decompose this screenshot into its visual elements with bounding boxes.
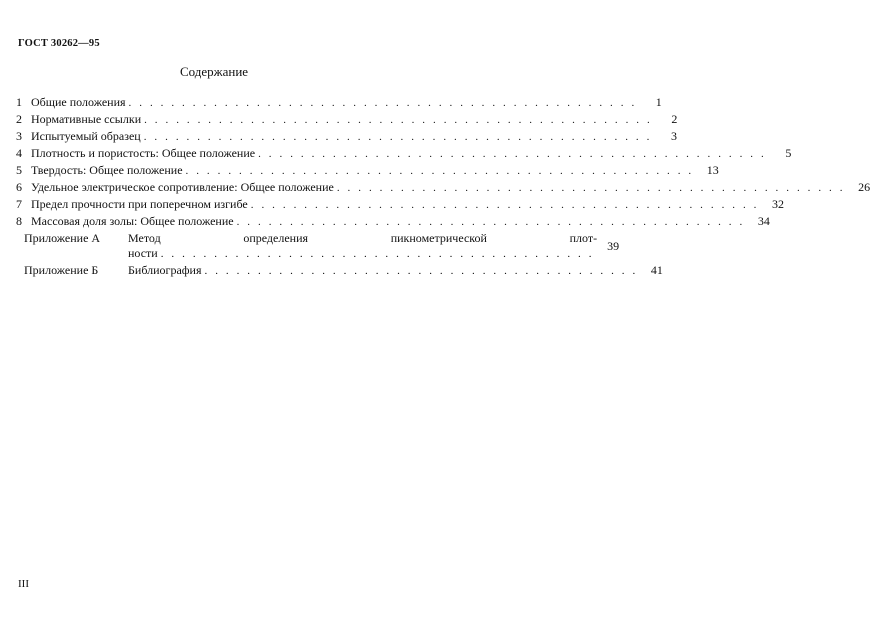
toc-entry-label: Массовая доля золы: Общее положение: [31, 214, 234, 228]
toc-entry-page: 2: [671, 112, 678, 126]
toc-appendix-b[interactable]: [16, 263, 663, 278]
toc-entry-5[interactable]: [16, 161, 719, 178]
appendix-page: 41: [650, 263, 663, 277]
toc-entry-label: Испытуемый образец: [31, 129, 141, 143]
toc-entry-label: Удельное электрическое сопротивление: Общее положение: [31, 180, 334, 194]
toc-entry-label: Плотность и пористость: Общее положение: [31, 146, 256, 160]
toc-entry-page: 5: [785, 146, 792, 160]
toc-entry-page: 13: [706, 163, 719, 177]
toc-entry-4[interactable]: [16, 144, 792, 161]
appendix-prefix: Приложение А: [24, 231, 101, 245]
toc-entry-page: 34: [757, 214, 770, 228]
toc-entry-1[interactable]: [16, 93, 662, 110]
toc-entry-7[interactable]: [16, 195, 785, 212]
appendix-title: Библиография: [128, 263, 202, 277]
toc-entry-number: 7: [16, 197, 22, 211]
toc-entry-number: 6: [16, 180, 22, 194]
toc-entry-6[interactable]: [16, 178, 870, 195]
dot-leader: . . . . . . . . . . . . . . . . . . . . . . . . . . . . . . . . . . . . . . . . . . . . . . . .: [336, 182, 846, 194]
toc-entry-label: Твердость: Общее положение: [31, 163, 183, 177]
toc-entry-number: 5: [16, 163, 22, 177]
toc-entry-number: 2: [16, 112, 22, 126]
document-code: ГОСТ 30262—95: [18, 38, 100, 49]
toc-entry-number: 3: [16, 129, 22, 143]
table-of-contents: [16, 93, 870, 278]
dot-leader: . . . . . . . . . . . . . . . . . . . . . . . . . . . . . . . . . . . . . . . . . . . . . . . .: [144, 114, 653, 126]
dot-leader: . . . . . . . . . . . . . . . . . . . . . . . . . . . . . . . . . . . . . . . . . . . . . . . .: [236, 216, 745, 228]
appendix-body: [128, 263, 663, 278]
toc-entry-page: 26: [858, 180, 870, 194]
toc-entry-number: 1: [16, 95, 22, 109]
toc-entry-page: 3: [670, 129, 677, 143]
appendix-title-line1: Метод определения пикнометрической плот-: [128, 231, 598, 245]
dot-leader: . . . . . . . . . . . . . . . . . . . . . . . . . . . . . . . . . . . . . . . . . . . . . . . .: [258, 148, 767, 160]
toc-entry-label: Предел прочности при поперечном изгибе: [31, 197, 248, 211]
toc-entry-3[interactable]: [16, 127, 677, 144]
toc-entry-label: Нормативные ссылки: [31, 112, 142, 126]
toc-entry-2[interactable]: [16, 110, 678, 127]
dot-leader: . . . . . . . . . . . . . . . . . . . . . . . . . . . . . . . . . . . . . . . . . . . . . . . .: [143, 131, 652, 143]
dot-leader: . . . . . . . . . . . . . . . . . . . . . . . . . . . . . . . . . . . . . . . . . . . . . . . .: [250, 199, 760, 211]
toc-title: Содержание: [179, 64, 249, 79]
dot-leader: . . . . . . . . . . . . . . . . . . . . . . . . . . . . . . . . . . . . . . . . . . . . . . . .: [128, 97, 637, 109]
page-number: III: [18, 578, 29, 590]
appendix-body: [128, 231, 619, 261]
toc-entry-8[interactable]: [16, 212, 770, 229]
dot-leader: . . . . . . . . . . . . . . . . . . . . . . . . . . . . . . . . . . . . . . . . .: [204, 265, 638, 277]
appendix-title-line2: [128, 246, 619, 261]
toc-entry-label: Общие положения: [31, 95, 126, 109]
toc-entry-number: 8: [16, 214, 22, 228]
dot-leader: . . . . . . . . . . . . . . . . . . . . . . . . . . . . . . . . . . . . . . . . .: [160, 248, 595, 260]
toc-entry-number: 4: [16, 146, 22, 160]
dot-leader: . . . . . . . . . . . . . . . . . . . . . . . . . . . . . . . . . . . . . . . . . . . . . . . .: [185, 165, 694, 177]
appendix-title-continuation: ности: [128, 246, 158, 260]
appendix-page: 39: [607, 239, 620, 253]
toc-appendix-a[interactable]: [16, 231, 620, 261]
appendix-prefix: Приложение Б: [24, 263, 99, 277]
toc-entry-page: 32: [772, 197, 785, 211]
toc-entry-page: 1: [655, 95, 662, 109]
